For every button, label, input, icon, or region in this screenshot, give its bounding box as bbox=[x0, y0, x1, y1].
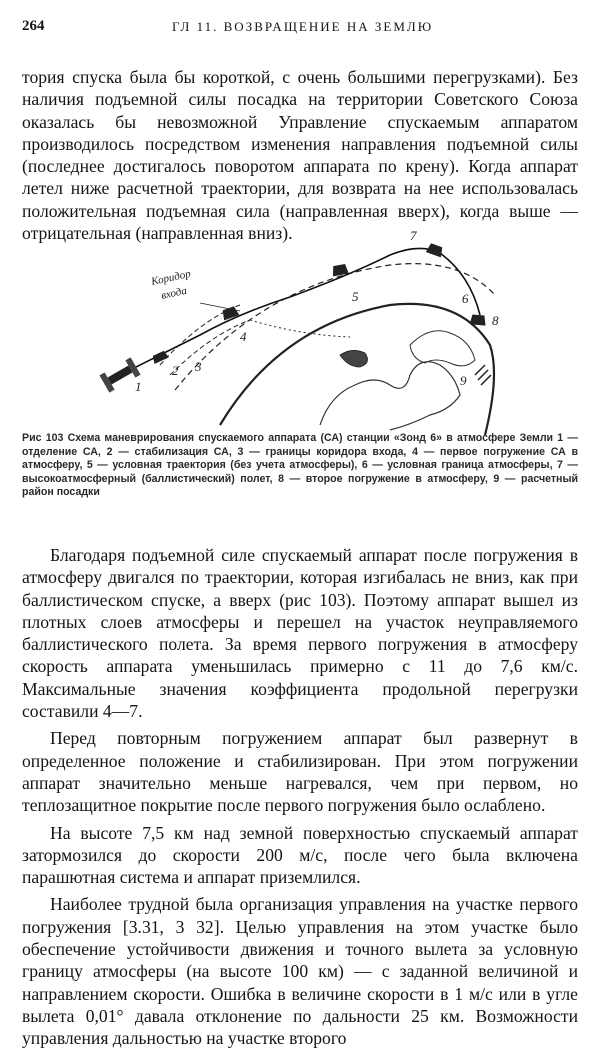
paragraph: Благодаря подъемной силе спускаемый аппарат после погружения в атмосферу двигался по траектории, которая изгибалась не вниз, как при баллистическом спуске, а вверх (рис 103). Поэтому аппарат вышел из плотных слоев атмосферы и перешел на участок неуправляемого баллистического полета. За время первого погружения в атмосферу скорость аппарата уменьшилась примерно с 11 до 7,6 км/с. Максимальные значения коэффициента продольной перегрузки составили 4—7. bbox=[22, 545, 578, 722]
marker-8: 8 bbox=[492, 313, 499, 328]
marker-1: 1 bbox=[135, 379, 142, 394]
running-title: ГЛ 11. ВОЗВРАЩЕНИЕ НА ЗЕМЛЮ bbox=[172, 19, 434, 34]
earth-island bbox=[340, 350, 368, 367]
trajectory bbox=[120, 248, 480, 375]
marker-5: 5 bbox=[352, 289, 359, 304]
paragraph: На высоте 7,5 км над земной поверхностью спускаемый аппарат затормозился до скорости 200 м/с, после чего была включена парашютная система и аппарат приземлился. bbox=[22, 822, 578, 888]
top-text-block bbox=[22, 66, 578, 244]
marker-7: 7 bbox=[410, 228, 417, 243]
paragraph: тория спуска была бы короткой, с очень большими перегрузками). Без наличия подъемной силы посадка на территории Советского Союза оказалась бы невозможной Управление спускаемым аппаратом производилось посредством изменения направления подъемной силы (последнее достигалось поворотом аппарата по крену). Когда аппарат летел ниже расчетной траектории, для возврата на нее использовалась положительная подъемная сила (направленная вверх), когда выше — отрицательная (направленная вниз). bbox=[22, 67, 578, 244]
marker-4: 4 bbox=[240, 329, 247, 344]
earth-land bbox=[410, 331, 475, 366]
bottom-text-block bbox=[22, 544, 578, 1050]
figure-103 bbox=[90, 225, 520, 435]
earth-coastline bbox=[320, 362, 460, 430]
marker-6: 6 bbox=[462, 291, 469, 306]
marker-3: 3 bbox=[195, 359, 202, 374]
landing-area bbox=[475, 365, 491, 385]
page-number: 264 bbox=[22, 18, 45, 34]
paragraph: Перед повторным погружением аппарат был развернут в определенное положение и стабилизирован. При этом погружении аппарат значительно меньше нагревался, чем при первом, но теплозащитное покрытие после первого погружения было ослаблено. bbox=[22, 728, 578, 816]
figure-caption bbox=[22, 432, 578, 500]
marker-2: 2 bbox=[172, 363, 179, 378]
descent-diagram bbox=[90, 225, 520, 435]
marker-9: 9 bbox=[460, 373, 467, 388]
paragraph: Наиболее трудной была организация управления на участке первого погружения [3.31, 3 32]. Целью управления на этом участке было обеспечение устойчивости движения и точного вылета за условную границу атмосферы (на высоте 100 км) — с заданной величиной и направлением скорости. Ошибка в величине скорости в 1 м/с или в угле вылета 0,01° давала отклонение по дальности 25 км. Возможности управления дальностью на участке второго bbox=[22, 894, 578, 1049]
corridor-label: Коридор bbox=[150, 267, 192, 288]
corridor-lower bbox=[170, 320, 250, 375]
conventional-trajectory bbox=[250, 320, 350, 337]
caption-text: Рис 103 Схема маневрирования спускаемого аппарата (СА) станции «Зонд 6» в атмосфере Земли 1 — отделение СА, 2 — стабилизация СА, 3 — границы коридора входа, 4 — первое погружение СА в атмосферу, 5 — условная траектория (без учета атмосферы), 6 — условная граница атмосферы, 7 — высокоатмосферный (баллистический) полет, 8 — второе погружение в атмосферу, 9 — расчетный район посадки bbox=[22, 432, 578, 499]
page-header bbox=[22, 18, 578, 40]
capsule-icon bbox=[426, 243, 444, 258]
capsule-icon bbox=[470, 314, 487, 325]
corridor-label: входа bbox=[160, 284, 188, 302]
